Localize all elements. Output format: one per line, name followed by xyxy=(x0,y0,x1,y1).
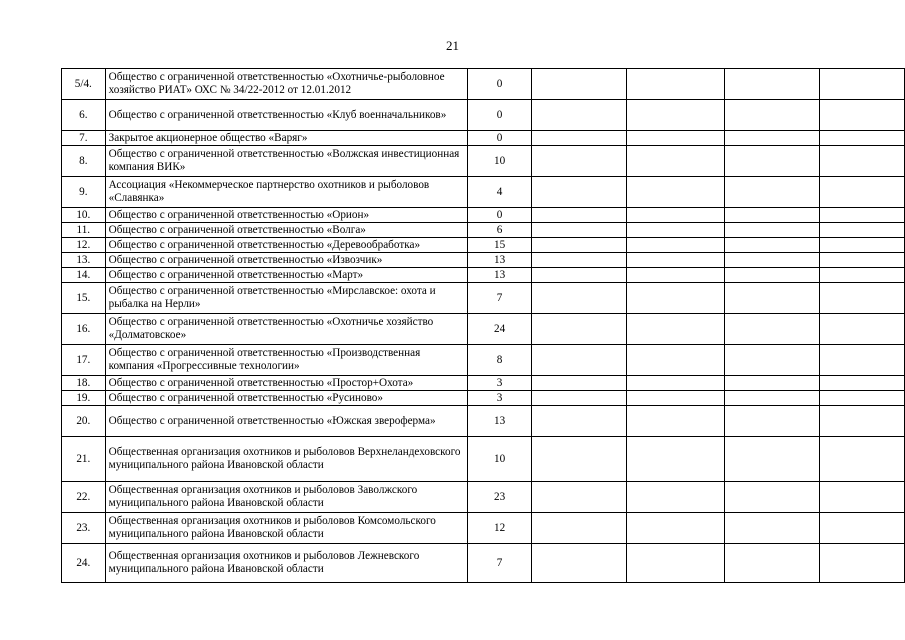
table-row xyxy=(62,208,905,223)
count-value: 3 xyxy=(467,376,532,391)
empty-cell xyxy=(532,513,627,544)
empty-cell xyxy=(532,177,627,208)
count-value: 10 xyxy=(467,146,532,177)
row-number: 21. xyxy=(62,437,106,482)
empty-cell xyxy=(820,406,905,437)
count-value: 13 xyxy=(467,406,532,437)
row-number: 16. xyxy=(62,314,106,345)
empty-cell xyxy=(627,283,725,314)
row-number: 13. xyxy=(62,253,106,268)
table-row xyxy=(62,146,905,177)
empty-cell xyxy=(532,406,627,437)
empty-cell xyxy=(820,177,905,208)
empty-cell xyxy=(627,314,725,345)
row-number: 6. xyxy=(62,100,106,131)
empty-cell xyxy=(532,544,627,583)
table-row xyxy=(62,100,905,131)
count-value: 0 xyxy=(467,208,532,223)
organization-name: Общественная организация охотников и рыболовов Комсомольского муниципального района Ивановской области xyxy=(105,513,467,544)
empty-cell xyxy=(627,131,725,146)
count-value: 7 xyxy=(467,283,532,314)
empty-cell xyxy=(724,314,820,345)
empty-cell xyxy=(532,283,627,314)
empty-cell xyxy=(820,146,905,177)
empty-cell xyxy=(724,513,820,544)
table-row xyxy=(62,238,905,253)
row-number: 5/4. xyxy=(62,69,106,100)
empty-cell xyxy=(724,69,820,100)
empty-cell xyxy=(627,482,725,513)
empty-cell xyxy=(820,314,905,345)
count-value: 0 xyxy=(467,131,532,146)
empty-cell xyxy=(532,437,627,482)
organization-name: Общество с ограниченной ответственностью «Клуб военначальников» xyxy=(105,100,467,131)
empty-cell xyxy=(627,146,725,177)
empty-cell xyxy=(532,69,627,100)
organization-name: Общество с ограниченной ответственностью «Охотничье хозяйство «Долматовское» xyxy=(105,314,467,345)
empty-cell xyxy=(724,268,820,283)
empty-cell xyxy=(820,283,905,314)
empty-cell xyxy=(627,268,725,283)
table-row xyxy=(62,482,905,513)
organization-name: Общественная организация охотников и рыболовов Верхнеландеховского муниципального района Ивановской области xyxy=(105,437,467,482)
empty-cell xyxy=(820,268,905,283)
table-row xyxy=(62,131,905,146)
organization-name: Общество с ограниченной ответственностью «Производственная компания «Прогрессивные технологии» xyxy=(105,345,467,376)
empty-cell xyxy=(724,253,820,268)
empty-cell xyxy=(724,177,820,208)
empty-cell xyxy=(627,223,725,238)
empty-cell xyxy=(724,544,820,583)
organization-name: Общественная организация охотников и рыболовов Заволжского муниципального района Ивановской области xyxy=(105,482,467,513)
row-number: 22. xyxy=(62,482,106,513)
empty-cell xyxy=(820,482,905,513)
row-number: 15. xyxy=(62,283,106,314)
organization-name: Общество с ограниченной ответственностью «Русиново» xyxy=(105,391,467,406)
empty-cell xyxy=(724,208,820,223)
empty-cell xyxy=(724,482,820,513)
table-row xyxy=(62,283,905,314)
count-value: 8 xyxy=(467,345,532,376)
empty-cell xyxy=(724,238,820,253)
empty-cell xyxy=(532,376,627,391)
empty-cell xyxy=(724,146,820,177)
row-number: 18. xyxy=(62,376,106,391)
organization-name: Общество с ограниченной ответственностью «Извозчик» xyxy=(105,253,467,268)
count-value: 24 xyxy=(467,314,532,345)
empty-cell xyxy=(820,238,905,253)
table-row xyxy=(62,345,905,376)
empty-cell xyxy=(724,223,820,238)
empty-cell xyxy=(627,208,725,223)
empty-cell xyxy=(532,391,627,406)
organization-name: Закрытое акционерное общество «Варяг» xyxy=(105,131,467,146)
row-number: 12. xyxy=(62,238,106,253)
count-value: 3 xyxy=(467,391,532,406)
empty-cell xyxy=(532,146,627,177)
empty-cell xyxy=(820,100,905,131)
table-row xyxy=(62,544,905,583)
row-number: 9. xyxy=(62,177,106,208)
empty-cell xyxy=(724,345,820,376)
empty-cell xyxy=(820,544,905,583)
empty-cell xyxy=(627,238,725,253)
empty-cell xyxy=(820,437,905,482)
row-number: 7. xyxy=(62,131,106,146)
empty-cell xyxy=(532,100,627,131)
count-value: 15 xyxy=(467,238,532,253)
empty-cell xyxy=(627,253,725,268)
organization-name: Общество с ограниченной ответственностью «Южская звероферма» xyxy=(105,406,467,437)
empty-cell xyxy=(724,437,820,482)
table-row xyxy=(62,513,905,544)
empty-cell xyxy=(820,253,905,268)
table-row xyxy=(62,223,905,238)
table-row xyxy=(62,177,905,208)
empty-cell xyxy=(627,345,725,376)
empty-cell xyxy=(532,253,627,268)
empty-cell xyxy=(627,177,725,208)
organization-name: Общество с ограниченной ответственностью «Мирславское: охота и рыбалка на Нерли» xyxy=(105,283,467,314)
row-number: 24. xyxy=(62,544,106,583)
count-value: 0 xyxy=(467,69,532,100)
empty-cell xyxy=(820,345,905,376)
organization-name: Общество с ограниченной ответственностью «Охотничье-рыболовное хозяйство РИАТ» ОХС № 34/22-2012 от 12.01.2012 xyxy=(105,69,467,100)
empty-cell xyxy=(820,513,905,544)
empty-cell xyxy=(627,376,725,391)
empty-cell xyxy=(627,69,725,100)
row-number: 11. xyxy=(62,223,106,238)
table-row xyxy=(62,314,905,345)
empty-cell xyxy=(532,131,627,146)
empty-cell xyxy=(724,406,820,437)
empty-cell xyxy=(627,437,725,482)
organization-name: Общество с ограниченной ответственностью «Простор+Охота» xyxy=(105,376,467,391)
table-row xyxy=(62,376,905,391)
empty-cell xyxy=(820,376,905,391)
empty-cell xyxy=(724,100,820,131)
organization-name: Общество с ограниченной ответственностью «Волга» xyxy=(105,223,467,238)
empty-cell xyxy=(532,223,627,238)
empty-cell xyxy=(532,345,627,376)
table-row xyxy=(62,391,905,406)
count-value: 13 xyxy=(467,268,532,283)
empty-cell xyxy=(532,208,627,223)
empty-cell xyxy=(627,391,725,406)
row-number: 19. xyxy=(62,391,106,406)
count-value: 6 xyxy=(467,223,532,238)
empty-cell xyxy=(627,100,725,131)
count-value: 0 xyxy=(467,100,532,131)
empty-cell xyxy=(820,131,905,146)
table-row xyxy=(62,268,905,283)
empty-cell xyxy=(532,482,627,513)
organization-name: Общественная организация охотников и рыболовов Лежневского муниципального района Ивановской области xyxy=(105,544,467,583)
count-value: 23 xyxy=(467,482,532,513)
empty-cell xyxy=(820,69,905,100)
row-number: 20. xyxy=(62,406,106,437)
row-number: 8. xyxy=(62,146,106,177)
count-value: 12 xyxy=(467,513,532,544)
empty-cell xyxy=(627,513,725,544)
organization-name: Общество с ограниченной ответственностью «Волжская инвестиционная компания ВИК» xyxy=(105,146,467,177)
count-value: 7 xyxy=(467,544,532,583)
empty-cell xyxy=(724,131,820,146)
count-value: 10 xyxy=(467,437,532,482)
row-number: 10. xyxy=(62,208,106,223)
empty-cell xyxy=(532,238,627,253)
empty-cell xyxy=(724,376,820,391)
empty-cell xyxy=(724,391,820,406)
organization-name: Общество с ограниченной ответственностью «Деревообработка» xyxy=(105,238,467,253)
row-number: 17. xyxy=(62,345,106,376)
count-value: 13 xyxy=(467,253,532,268)
empty-cell xyxy=(820,391,905,406)
empty-cell xyxy=(820,223,905,238)
table-row xyxy=(62,69,905,100)
empty-cell xyxy=(724,283,820,314)
empty-cell xyxy=(820,208,905,223)
empty-cell xyxy=(532,268,627,283)
organization-name: Ассоциация «Некоммерческое партнерство охотников и рыболовов «Славянка» xyxy=(105,177,467,208)
table-row xyxy=(62,406,905,437)
organizations-table xyxy=(61,68,905,583)
table-row xyxy=(62,253,905,268)
empty-cell xyxy=(532,314,627,345)
organization-name: Общество с ограниченной ответственностью «Орион» xyxy=(105,208,467,223)
table-row xyxy=(62,437,905,482)
organization-name: Общество с ограниченной ответственностью «Март» xyxy=(105,268,467,283)
page-number: 21 xyxy=(446,38,459,53)
row-number: 23. xyxy=(62,513,106,544)
empty-cell xyxy=(627,544,725,583)
count-value: 4 xyxy=(467,177,532,208)
row-number: 14. xyxy=(62,268,106,283)
empty-cell xyxy=(627,406,725,437)
